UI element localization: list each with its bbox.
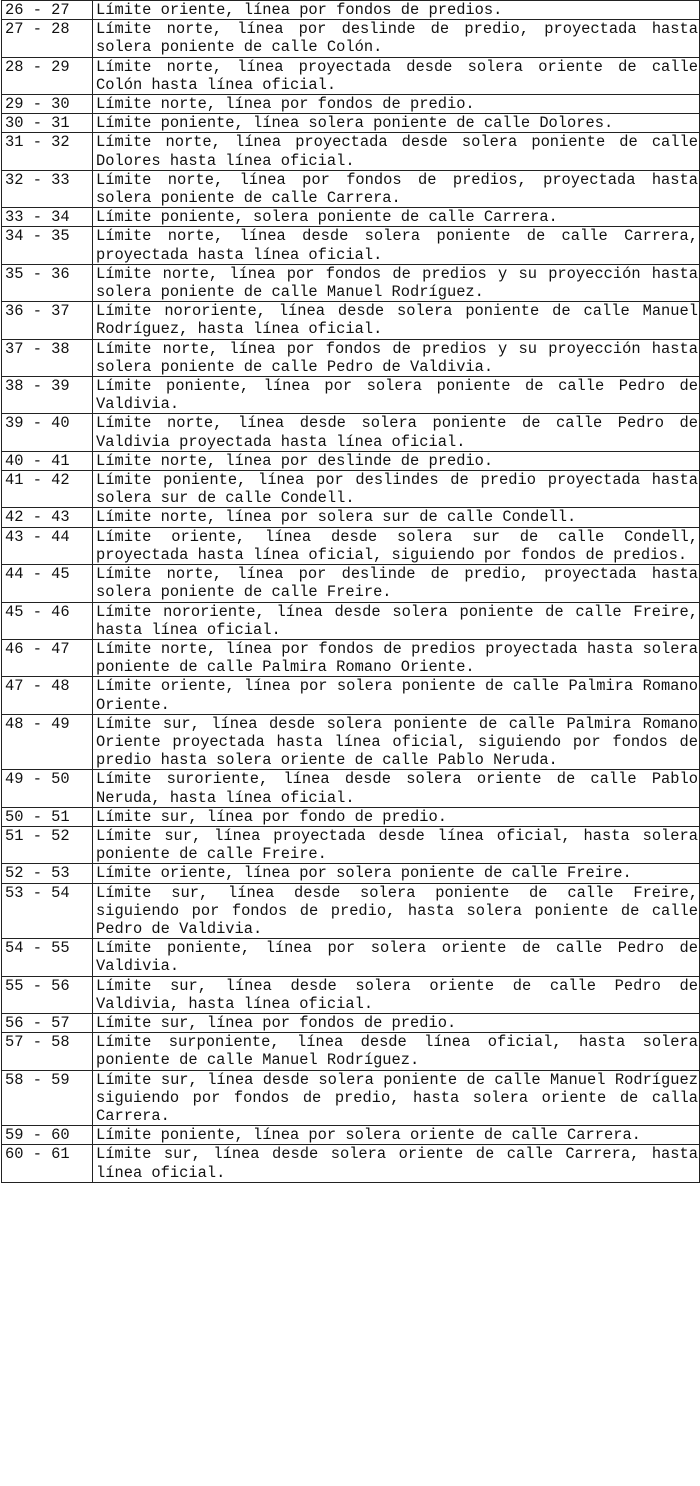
segment-description: Límite norte, línea proyectada desde solera oriente de calle Colón hasta línea oficial. [93,57,700,94]
table-row [2,883,700,939]
segment-description: Límite sur, línea por fondos de predio. [93,1013,700,1032]
segment-description: Límite sur, línea desde solera oriente de calle Carrera, hasta línea oficial. [93,1145,700,1182]
segment-range: 26 - 27 [2,1,93,20]
segment-range: 54 - 55 [2,939,93,976]
segment-range: 35 - 36 [2,264,93,301]
segment-range: 38 - 39 [2,377,93,414]
segment-range: 46 - 47 [2,639,93,676]
segment-range: 47 - 48 [2,677,93,714]
segment-range: 43 - 44 [2,527,93,564]
segment-description: Límite poniente, línea por solera oriente de calle Carrera. [93,1126,700,1145]
table-row [2,1013,700,1032]
segment-description: Límite oriente, línea desde solera sur de calle Condell, proyectada hasta línea oficial, siguiendo por fondos de predios. [93,527,700,564]
segment-range: 42 - 43 [2,508,93,527]
segment-description: Límite norte, línea proyectada desde solera poniente de calle Dolores hasta línea oficial. [93,133,700,170]
segment-description: Límite poniente, línea solera poniente de calle Dolores. [93,114,700,133]
segment-range: 49 - 50 [2,770,93,807]
segment-description: Límite norte, línea por deslinde de predio, proyectada hasta solera poniente de calle Freire. [93,565,700,602]
segment-description: Límite norte, línea desde solera poniente de calle Carrera, proyectada hasta línea oficial. [93,227,700,264]
segment-range: 52 - 53 [2,864,93,883]
table-row [2,57,700,94]
segment-range: 33 - 34 [2,208,93,227]
table-row [2,602,700,639]
table-row [2,95,700,114]
table-row [2,1,700,20]
segment-description: Límite norte, línea por fondos de predio. [93,95,700,114]
segment-range: 58 - 59 [2,1070,93,1126]
table-row [2,565,700,602]
segment-range: 40 - 41 [2,451,93,470]
segment-description: Límite poniente, línea por solera oriente de calle Pedro de Valdivia. [93,939,700,976]
table-row [2,1033,700,1070]
segment-description: Límite sur, línea desde solera poniente de calle Freire, siguiendo por fondos de predio, hasta solera poniente de calle Pedro de Valdivia. [93,883,700,939]
segment-range: 56 - 57 [2,1013,93,1032]
table-row [2,114,700,133]
segment-range: 53 - 54 [2,883,93,939]
boundary-segments-table [1,0,700,1183]
segment-description: Límite poniente, solera poniente de calle Carrera. [93,208,700,227]
table-row [2,939,700,976]
segment-description: Límite suroriente, línea desde solera oriente de calle Pablo Neruda, hasta línea oficial. [93,770,700,807]
segment-description: Límite norte, línea por fondos de predios, proyectada hasta solera poniente de calle Carrera. [93,170,700,207]
table-row [2,414,700,451]
table-row [2,133,700,170]
segment-range: 48 - 49 [2,714,93,770]
table-row [2,451,700,470]
segment-range: 29 - 30 [2,95,93,114]
table-row [2,527,700,564]
segment-description: Límite oriente, línea por solera poniente de calle Palmira Romano Oriente. [93,677,700,714]
boundary-segments-body [2,1,700,1183]
segment-description: Límite norte, línea desde solera poniente de calle Pedro de Valdivia proyectada hasta línea oficial. [93,414,700,451]
table-row [2,339,700,376]
segment-range: 27 - 28 [2,20,93,57]
segment-description: Límite norte, línea por fondos de predios y su proyección hasta solera poniente de calle Manuel Rodríguez. [93,264,700,301]
segment-range: 31 - 32 [2,133,93,170]
segment-description: Límite sur, línea desde solera poniente de calle Palmira Romano Oriente proyectada hasta línea oficial, siguiendo por fondos de predio hasta solera oriente de calle Pablo Neruda. [93,714,700,770]
segment-range: 45 - 46 [2,602,93,639]
segment-range: 41 - 42 [2,471,93,508]
segment-description: Límite oriente, línea por fondos de predios. [93,1,700,20]
table-row [2,826,700,863]
segment-range: 57 - 58 [2,1033,93,1070]
table-row [2,302,700,339]
segment-range: 39 - 40 [2,414,93,451]
segment-description: Límite norte, línea por fondos de predios y su proyección hasta solera poniente de calle Pedro de Valdivia. [93,339,700,376]
segment-description: Límite sur, línea desde solera oriente de calle Pedro de Valdivia, hasta línea oficial. [93,976,700,1013]
segment-description: Límite sur, línea por fondo de predio. [93,807,700,826]
table-row [2,639,700,676]
table-row [2,1126,700,1145]
table-row [2,864,700,883]
table-row [2,227,700,264]
table-row [2,471,700,508]
segment-description: Límite poniente, línea por solera poniente de calle Pedro de Valdivia. [93,377,700,414]
table-row [2,508,700,527]
segment-range: 30 - 31 [2,114,93,133]
segment-description: Límite oriente, línea por solera poniente de calle Freire. [93,864,700,883]
segment-description: Límite sur, línea desde solera poniente de calle Manuel Rodríguez siguiendo por fondos de predio, hasta solera oriente de calla Carrera. [93,1070,700,1126]
table-row [2,208,700,227]
segment-description: Límite norte, línea por deslinde de predio, proyectada hasta solera poniente de calle Colón. [93,20,700,57]
table-row [2,677,700,714]
segment-description: Límite nororiente, línea desde solera poniente de calle Freire, hasta línea oficial. [93,602,700,639]
segment-range: 36 - 37 [2,302,93,339]
segment-description: Límite surponiente, línea desde línea oficial, hasta solera poniente de calle Manuel Rodríguez. [93,1033,700,1070]
table-row [2,976,700,1013]
segment-description: Límite poniente, línea por deslindes de predio proyectada hasta solera sur de calle Condell. [93,471,700,508]
segment-description: Límite sur, línea proyectada desde línea oficial, hasta solera poniente de calle Freire. [93,826,700,863]
segment-range: 44 - 45 [2,565,93,602]
segment-description: Límite norte, línea por fondos de predios proyectada hasta solera poniente de calle Palmira Romano Oriente. [93,639,700,676]
segment-range: 51 - 52 [2,826,93,863]
table-row [2,377,700,414]
table-row [2,714,700,770]
table-row [2,20,700,57]
segment-range: 55 - 56 [2,976,93,1013]
table-row [2,1070,700,1126]
table-row [2,264,700,301]
segment-range: 59 - 60 [2,1126,93,1145]
segment-range: 37 - 38 [2,339,93,376]
segment-range: 60 - 61 [2,1145,93,1182]
table-row [2,807,700,826]
segment-range: 32 - 33 [2,170,93,207]
segment-description: Límite norte, línea por deslinde de predio. [93,451,700,470]
segment-description: Límite norte, línea por solera sur de calle Condell. [93,508,700,527]
segment-range: 28 - 29 [2,57,93,94]
table-row [2,770,700,807]
table-row [2,1145,700,1182]
segment-description: Límite nororiente, línea desde solera poniente de calle Manuel Rodríguez, hasta línea oficial. [93,302,700,339]
table-row [2,170,700,207]
segment-range: 50 - 51 [2,807,93,826]
segment-range: 34 - 35 [2,227,93,264]
